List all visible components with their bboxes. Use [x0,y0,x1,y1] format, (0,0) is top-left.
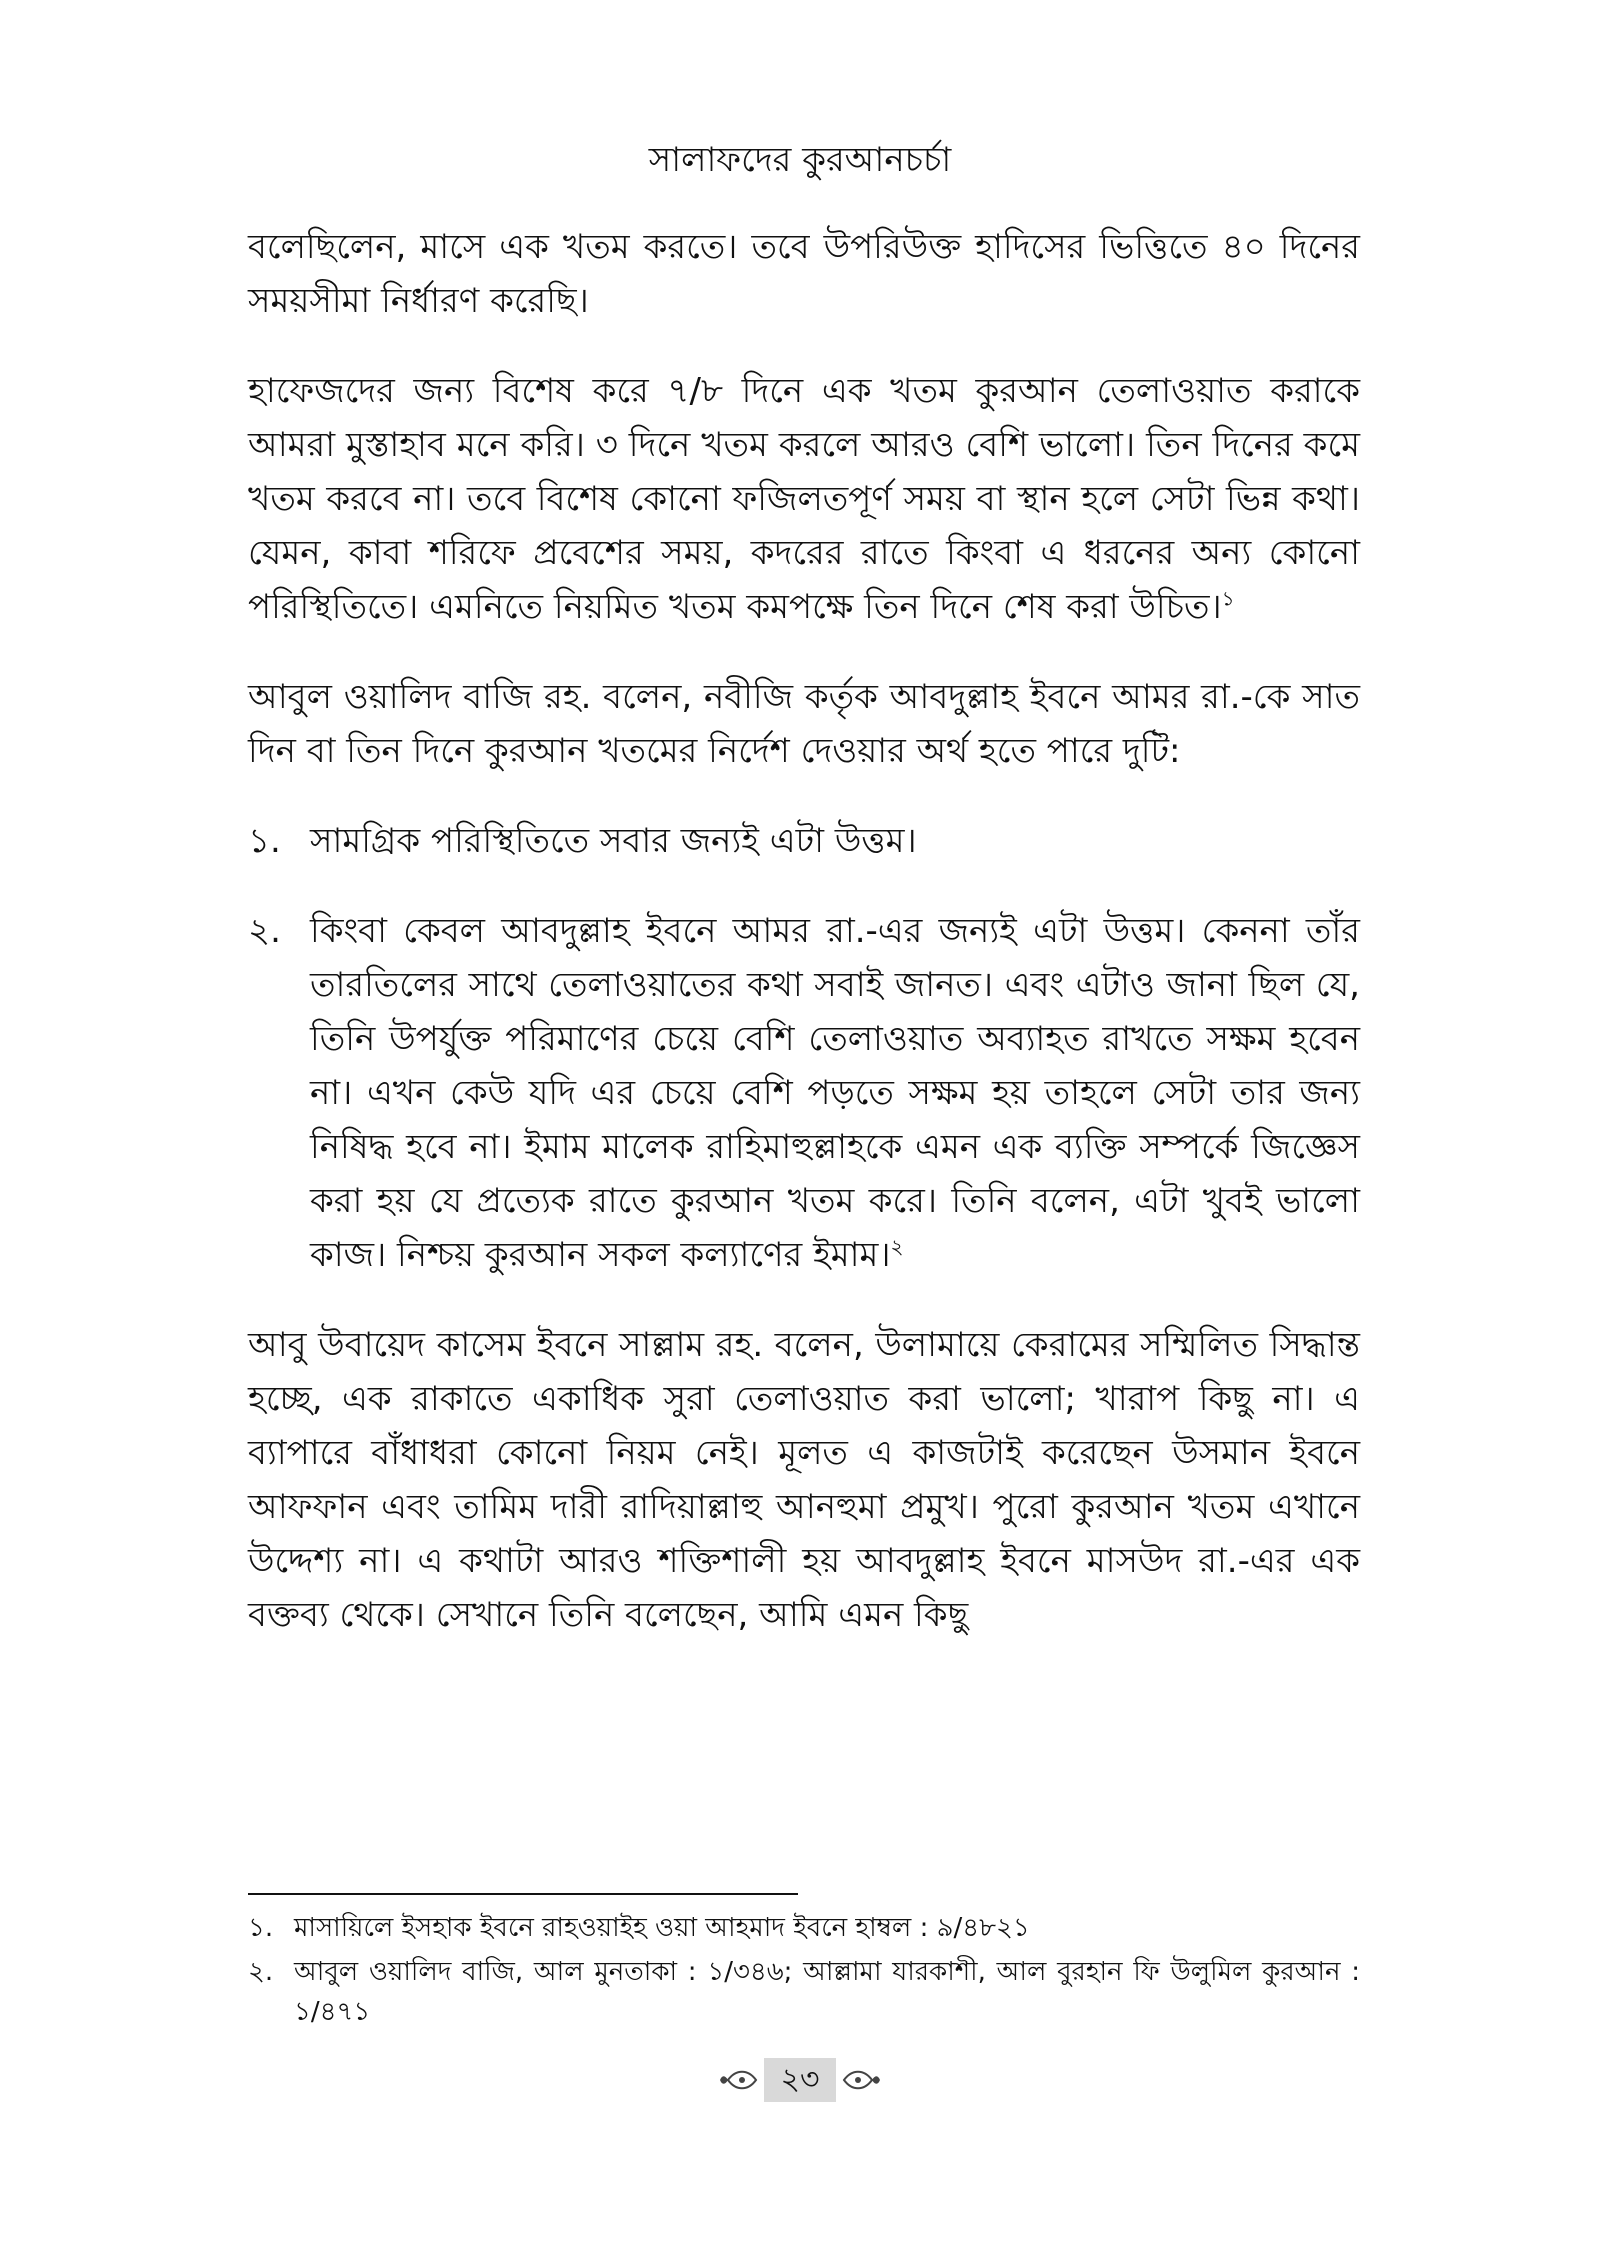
footnote-number: ২. [248,1957,274,1987]
footnote-text: মাসায়িলে ইসহাক ইবনে রাহওয়াইহ ওয়া আহমাদ ইবনে হাম্বল : ৯/৪৮২১ [294,1913,1030,1943]
list-item-1 [248,814,1360,868]
footnote-2 [248,1952,1360,2032]
paragraph-3: আবুল ওয়ালিদ বাজি রহ. বলেন, নবীজি কর্তৃক আবদুল্লাহ ইবনে আমর রা.-কে সাত দিন বা তিন দিনে কুরআন খতমের নির্দেশ দেওয়ার অর্থ হতে পারে দুটি: [248,677,1360,771]
main-text [248,220,1360,1678]
footnote-ref-1: ১ [1221,586,1235,611]
running-head: সালাফদের কুরআনচর্চা [648,140,952,180]
list-item-text: কিংবা কেবল আবদুল্লাহ ইবনে আমর রা.-এর জন্যই এটা উত্তম। কেননা তাঁর তারতিলের সাথে তেলাওয়াতের কথা সবাই জানত। এবং এটাও জানা ছিল যে, তিনি উপর্যুক্ত পরিমাণের চেয়ে বেশি তেলাওয়াত অব্যাহত রাখতে সক্ষম হবেন না। এখন কেউ যদি এর চেয়ে বেশি পড়তে সক্ষম হয় তাহলে সেটা তার জন্য নিষিদ্ধ হবে না। ইমাম মালেক রাহিমাহুল্লাহকে এমন এক ব্যক্তি সম্পর্কে জিজ্ঞেস করা হয় যে প্রত্যেক রাতে কুরআন খতম করে। তিনি বলেন, এটা খুবই ভালো কাজ। নিশ্চয় কুরআন সকল কল্যাণের ইমাম। [310,911,1360,1275]
list-item-text: সামগ্রিক পরিস্থিতিতে সবার জন্যই এটা উত্তম। [310,821,917,861]
list-item-text-wrap [310,904,1360,1282]
footnote-divider [248,1893,798,1895]
paragraph-4: আবু উবায়েদ কাসেম ইবনে সাল্লাম রহ. বলেন, উলামায়ে কেরামের সম্মিলিত সিদ্ধান্ত হচ্ছে, এক রাকাতে একাধিক সুরা তেলাওয়াত করা ভালো; খারাপ কিছু না। এ ব্যাপারে বাঁধাধরা কোনো নিয়ম নেই। মূলত এ কাজটাই করেছেন উসমান ইবনে আফফান এবং তামিম দারী রাদিয়াল্লাহু আনহুমা প্রমুখ। পুরো কুরআন খতম এখানে উদ্দেশ্য না। এ কথাটা আরও শক্তিশালী হয় আবদুল্লাহ ইবনে মাসউদ রা.-এর এক বক্তব্য থেকে। সেখানে তিনি বলেছেন, আমি এমন কিছু [248,1325,1360,1635]
left-ornament-icon [718,2065,758,2095]
footnote-text: আবুল ওয়ালিদ বাজি, আল মুনতাকা : ১/৩৪৬; আল্লামা যারকাশী, আল বুরহান ফি উলুমিল কুরআন : ১/৪৭১ [294,1957,1360,2027]
paragraph-2-text: হাফেজদের জন্য বিশেষ করে ৭/৮ দিনে এক খতম কুরআন তেলাওয়াত করাকে আমরা মুস্তাহাব মনে করি। ৩ দিনে খতম করলে আরও বেশি ভালো। তিন দিনের কমে খতম করবে না। তবে বিশেষ কোনো ফজিলতপূর্ণ সময় বা স্থান হলে সেটা ভিন্ন কথা। যেমন, কাবা শরিফে প্রবেশের সময়, কদরের রাতে কিংবা এ ধরনের অন্য কোনো পরিস্থিতিতে। এমনিতে নিয়মিত খতম কমপক্ষে তিন দিনে শেষ করা উচিত। [248,371,1360,627]
list-item-number: ২. [248,911,281,951]
footnotes [248,1908,1360,2036]
page-number: ২৩ [764,2058,835,2102]
paragraph-1: বলেছিলেন, মাসে এক খতম করতে। তবে উপরিউক্ত হাদিসের ভিত্তিতে ৪০ দিনের সময়সীমা নির্ধারণ করেছি। [248,227,1360,321]
right-ornament-icon [842,2065,882,2095]
footnote-ref-2: ২ [890,1234,904,1259]
footnote-number: ১. [248,1913,274,1943]
page-number-block [0,2058,1600,2102]
paragraph-2 [248,364,1360,634]
footnote-1 [248,1908,1360,1948]
list-item-2 [248,904,1360,1282]
list-item-number: ১. [248,821,281,861]
